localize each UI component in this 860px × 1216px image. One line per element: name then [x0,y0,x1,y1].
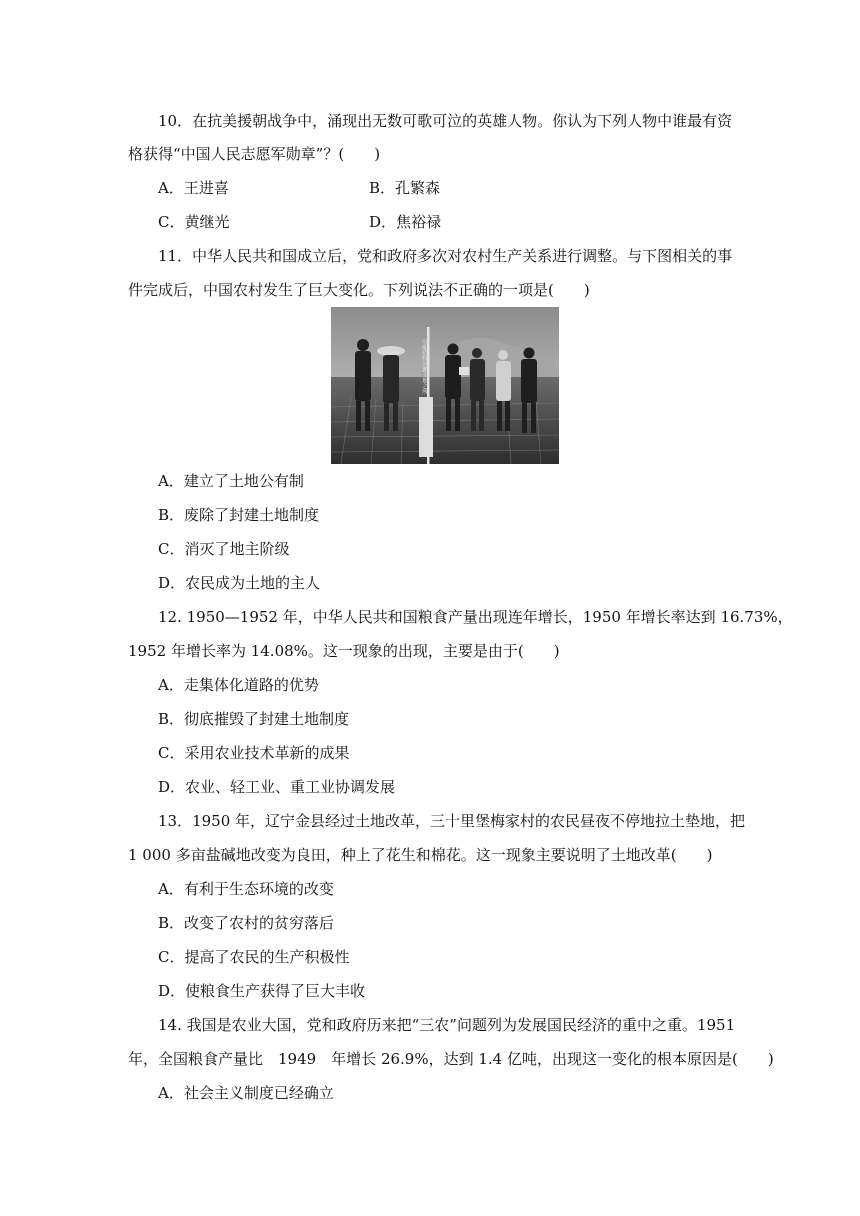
q11-stem-line2: 件完成后，中国农村发生了巨大变化。下列说法不正确的一项是( ) [128,281,590,299]
q10-stem-line1: 10．在抗美援朝战争中，涌现出无数可歌可泣的英雄人物。你认为下列人物中谁最有资 [158,112,733,130]
q10-option-a: A．王进喜 [158,179,229,197]
q12-stem-line1: 12. 1950—1952 年，中华人民共和国粮食产量出现连年增长，1950 年增长率达到 16.73%， [158,608,793,626]
q13-option-d: D．使粮食生产获得了巨大丰收 [158,982,366,1000]
q11-option-d: D．农民成为土地的主人 [158,574,321,592]
q10-option-d: D．焦裕禄 [369,213,442,231]
q13-option-b: B．改变了农村的贫穷落后 [158,914,335,932]
q14-stem-line1: 14. 我国是农业大国，党和政府历来把“三农”问题列为发展国民经济的重中之重。1951 [158,1016,736,1034]
q11-stem-line1: 11．中华人民共和国成立后，党和政府多次对农村生产关系进行调整。与下图相关的事 [158,247,733,265]
land-reform-photo [331,307,559,464]
q12-stem-line2: 1952 年增长率为 14.08%。这一现象的出现，主要是由于( ) [128,642,560,660]
photo-sign-text: 分配给特分郭土地之所 [421,339,427,394]
q10-option-b: B．孔繁森 [369,179,441,197]
q12-option-b: B．彻底摧毁了封建土地制度 [158,710,350,728]
q11-option-b: B．废除了封建土地制度 [158,506,320,524]
q12-option-c: C．采用农业技术革新的成果 [158,744,350,762]
q10-option-c: C．黄继光 [158,213,230,231]
q13-stem-line1: 13．1950 年，辽宁金县经过土地改革，三十里堡梅家村的农民昼夜不停地拉土垫地，把 [158,812,746,830]
q13-stem-line2: 1 000 多亩盐碱地改变为良田，种上了花生和棉花。这一现象主要说明了土地改革( ) [128,846,713,864]
q12-option-a: A．走集体化道路的优势 [158,676,319,694]
q13-option-a: A．有利于生态环境的改变 [158,880,334,898]
q14-stem-line2: 年，全国粮食产量比 1949 年增长 26.9%，达到 1.4 亿吨，出现这一变化的根本原因是( ) [128,1050,774,1068]
q13-option-c: C．提高了农民的生产积极性 [158,948,350,966]
q10-stem-line2: 格获得“中国人民志愿军勋章”？( ) [128,145,381,163]
photo-illustration [331,307,559,464]
q11-option-c: C．消灭了地主阶级 [158,540,290,558]
q12-option-d: D．农业、轻工业、重工业协调发展 [158,778,396,796]
q11-option-a: A．建立了土地公有制 [158,472,304,490]
q14-option-a: A．社会主义制度已经确立 [158,1084,334,1102]
